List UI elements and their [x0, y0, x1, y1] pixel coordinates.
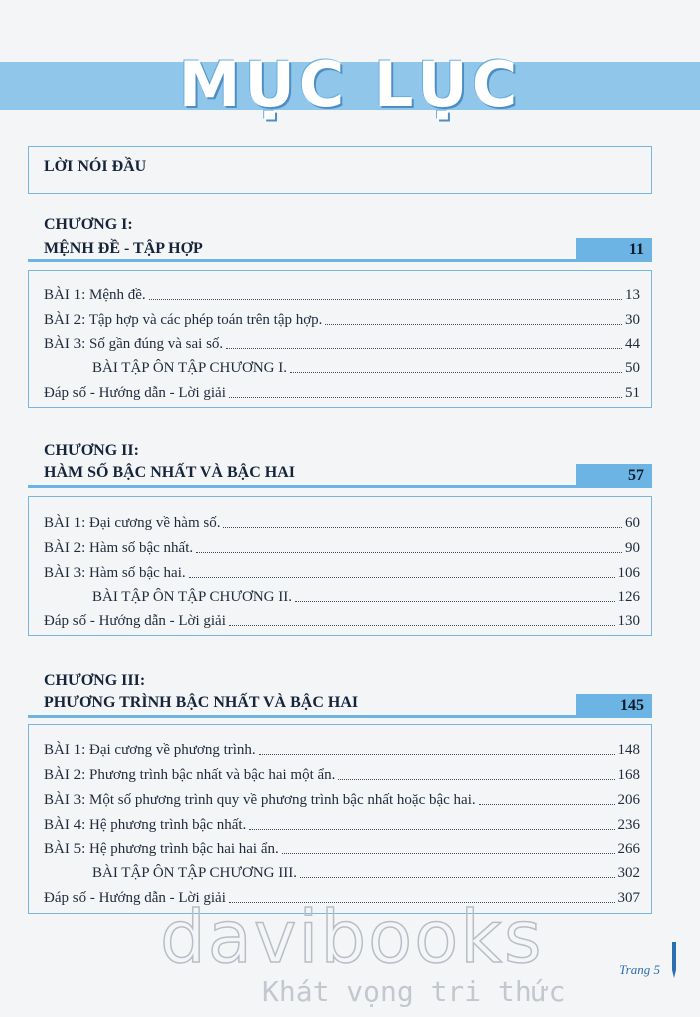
- toc-entry[interactable]: BÀI TẬP ÔN TẬP CHƯƠNG III. 302: [92, 865, 640, 881]
- toc-entry[interactable]: BÀI TẬP ÔN TẬP CHƯƠNG I. 50: [92, 360, 640, 376]
- chapter-2-header-bar: [28, 462, 652, 488]
- chapter-1-header-bar: [28, 236, 652, 262]
- chapter-1-label: CHƯƠNG I:: [44, 216, 133, 233]
- toc-entry[interactable]: BÀI TẬP ÔN TẬP CHƯƠNG II. 126: [92, 589, 640, 605]
- chapter-3-label: CHƯƠNG III:: [44, 672, 146, 689]
- toc-entry[interactable]: BÀI 3: Hàm số bậc hai. 106: [44, 565, 640, 581]
- toc-entry[interactable]: BÀI 1: Mệnh đề. 13: [44, 287, 640, 303]
- toc-entry[interactable]: BÀI 2: Phương trình bậc nhất và bậc hai một ẩn. 168: [44, 767, 640, 783]
- toc-entry[interactable]: BÀI 2: Tập hợp và các phép toán trên tập hợp. 30: [44, 312, 640, 328]
- toc-entry[interactable]: BÀI 2: Hàm số bậc nhất. 90: [44, 540, 640, 556]
- toc-entry[interactable]: Đáp số - Hướng dẫn - Lời giải 307: [44, 890, 640, 906]
- chapter-3-header-bar: [28, 692, 652, 718]
- toc-entry[interactable]: Đáp số - Hướng dẫn - Lời giải 130: [44, 613, 640, 629]
- toc-entry[interactable]: BÀI 5: Hệ phương trình bậc hai hai ẩn. 266: [44, 841, 640, 857]
- chapter-1-page: 11: [576, 238, 652, 262]
- preface-link[interactable]: LỜI NÓI ĐẦU: [44, 158, 147, 175]
- pen-icon: [668, 940, 680, 980]
- page-number: Trang 5: [619, 962, 660, 977]
- page-title: MỤC LỤC: [178, 48, 522, 121]
- watermark-logo: davibooks: [160, 895, 544, 979]
- watermark-slogan: Khát vọng tri thức: [262, 975, 566, 1008]
- toc-entry[interactable]: BÀI 4: Hệ phương trình bậc nhất. 236: [44, 817, 640, 833]
- chapter-2-title[interactable]: HÀM SỐ BẬC NHẤT VÀ BẬC HAI: [44, 464, 295, 481]
- chapter-1-title[interactable]: MỆNH ĐỀ - TẬP HỢP: [44, 240, 203, 257]
- toc-entry[interactable]: BÀI 3: Số gần đúng và sai số. 44: [44, 336, 640, 352]
- toc-entry[interactable]: BÀI 1: Đại cương về phương trình. 148: [44, 742, 640, 758]
- toc-entry[interactable]: BÀI 1: Đại cương về hàm số. 60: [44, 515, 640, 531]
- chapter-3-title[interactable]: PHƯƠNG TRÌNH BẬC NHẤT VÀ BẬC HAI: [44, 694, 359, 711]
- toc-entry[interactable]: Đáp số - Hướng dẫn - Lời giải 51: [44, 385, 640, 401]
- toc-entry[interactable]: BÀI 3: Một số phương trình quy về phương trình bậc nhất hoặc bậc hai. 206: [44, 792, 640, 808]
- chapter-3-page: 145: [576, 694, 652, 718]
- chapter-2-page: 57: [576, 464, 652, 488]
- chapter-2-label: CHƯƠNG II:: [44, 442, 139, 459]
